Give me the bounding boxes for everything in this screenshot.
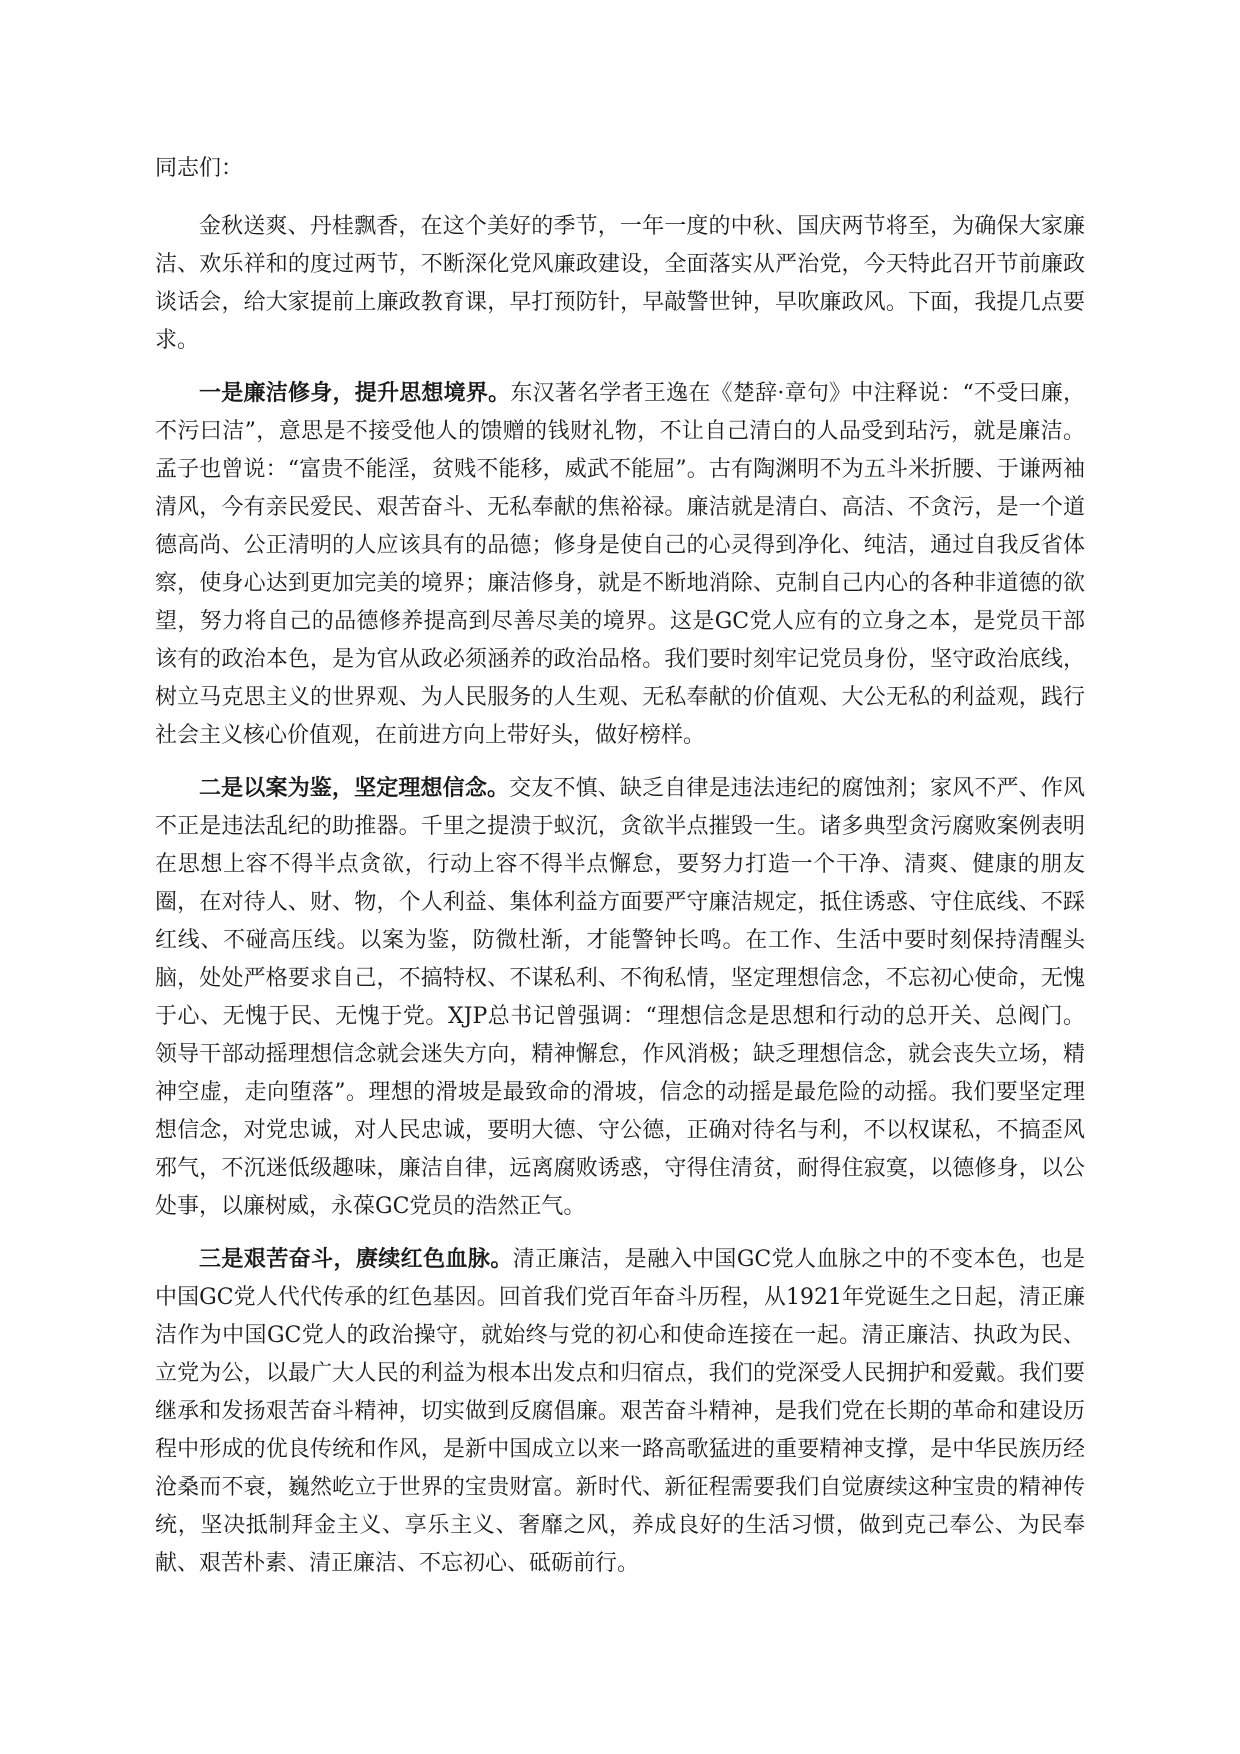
intro-paragraph: 金秋送爽、丹桂飘香，在这个美好的季节，一年一度的中秋、国庆两节将至，为确保大家廉洁、欢乐祥和的度过两节，不断深化党风廉政建设，全面落实从严治党，今天特此召开节前廉政谈话会，给大家提前上廉政教育课，早打预防针，早敲警世钟，早吹廉政风。下面，我提几点要求。 [155,214,1085,353]
section-heading-1: 一是廉洁修身，提升思想境界。 [199,380,511,406]
section-paragraph-1 [155,374,1085,755]
section-paragraph-3 [155,1240,1085,1583]
section-heading-3: 三是艰苦奋斗，赓续红色血脉。 [199,1246,513,1272]
section-body-1: 东汉著名学者王逸在《楚辞·章句》中注释说：“不受曰廉，不污曰洁”，意思是不接受他人的馈赠的钱财礼物，不让自己清白的人品受到玷污，就是廉洁。孟子也曾说：“富贵不能淫，贫贱不能移，威武不能屈”。古有陶渊明不为五斗米折腰、于谦两袖清风，今有亲民爱民、艰苦奋斗、无私奉献的焦裕禄。廉洁就是清白、高洁、不贪污，是一个道德高尚、公正清明的人应该具有的品德；修身是使自己的心灵得到净化、纯洁，通过自我反省体察，使身心达到更加完美的境界；廉洁修身，就是不断地消除、克制自己内心的各种非道德的欲望，努力将自己的品德修养提高到尽善尽美的境界。这是GC党人应有的立身之本，是党员干部该有的政治本色，是为官从政必须涵养的政治品格。我们要时刻牢记党员身份，坚守政治底线，树立马克思主义的世界观、为人民服务的人生观、无私奉献的价值观、大公无私的利益观，践行社会主义核心价值观，在前进方向上带好头，做好榜样。 [155,381,1085,748]
salutation: 同志们： [155,156,244,181]
section-paragraph-2 [155,769,1085,1226]
section-body-2: 交友不慎、缺乏自律是违法违纪的腐蚀剂；家风不严、作风不正是违法乱纪的助推器。千里之提溃于蚁沉，贪欲半点摧毁一生。诸多典型贪污腐败案例表明在思想上容不得半点贪欲，行动上容不得半点懈怠，要努力打造一个干净、清爽、健康的朋友圈，在对待人、财、物，个人利益、集体利益方面要严守廉洁规定，抵住诱惑、守住底线、不踩红线、不碰高压线。以案为鉴，防微杜渐，才能警钟长鸣。在工作、生活中要时刻保持清醒头脑，处处严格要求自己，不搞特权、不谋私利、不徇私情，坚定理想信念，不忘初心使命，无愧于心、无愧于民、无愧于党。XJP总书记曾强调：“理想信念是思想和行动的总开关、总阀门。领导干部动摇理想信念就会迷失方向，精神懈怠，作风消极；缺乏理想信念，就会丧失立场，精神空虚，走向堕落”。理想的滑坡是最致命的滑坡，信念的动摇是最危险的动摇。我们要坚定理想信念，对党忠诚，对人民忠诚，要明大德、守公德，正确对待名与利，不以权谋私，不搞歪风邪气，不沉迷低级趣味，廉洁自律，远离腐败诱惑，守得住清贫，耐得住寂寞，以德修身，以公处事，以廉树威，永葆GC党员的浩然正气。 [155,776,1085,1219]
section-body-3: 清正廉洁，是融入中国GC党人血脉之中的不变本色，也是中国GC党人代代传承的红色基因。回首我们党百年奋斗历程，从1921年党诞生之日起，清正廉洁作为中国GC党人的政治操守，就始终与党的初心和使命连接在一起。清正廉洁、执政为民、立党为公，以最广大人民的利益为根本出发点和归宿点，我们的党深受人民拥护和爱戴。我们要继承和发扬艰苦奋斗精神，切实做到反腐倡廉。艰苦奋斗精神，是我们党在长期的革命和建设历程中形成的优良传统和作风，是新中国成立以来一路高歌猛进的重要精神支撑，是中华民族历经沧桑而不衰，巍然屹立于世界的宝贵财富。新时代、新征程需要我们自觉赓续这种宝贵的精神传统，坚决抵制拜金主义、享乐主义、奢靡之风，养成良好的生活习惯，做到克己奉公、为民奉献、艰苦朴素、清正廉洁、不忘初心、砥砺前行。 [155,1247,1085,1576]
section-heading-2: 二是以案为鉴，坚定理想信念。 [199,775,510,801]
document-page [155,150,1085,1597]
